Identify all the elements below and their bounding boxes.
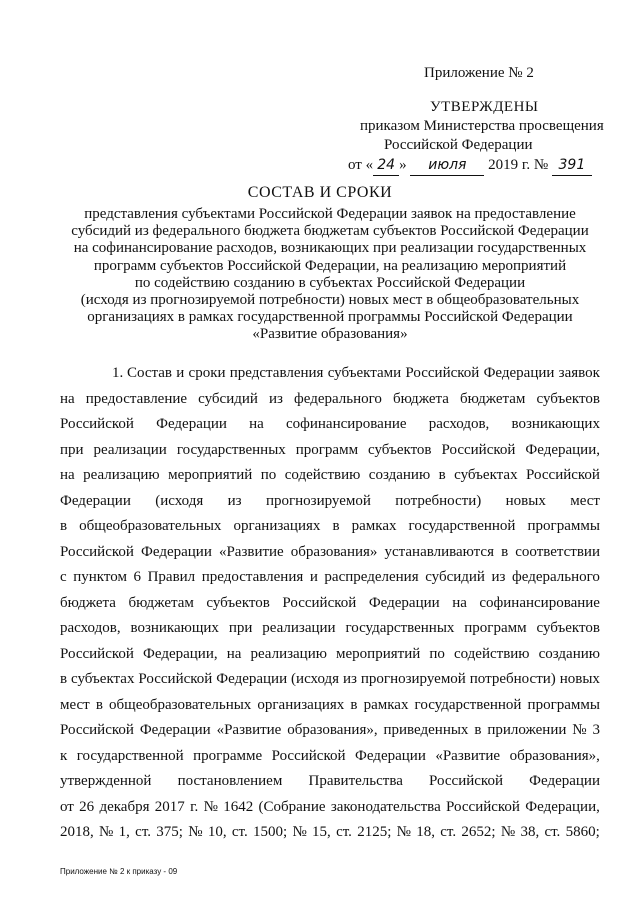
body-word: 1500;	[252, 824, 288, 840]
body-word: субсидий	[198, 390, 258, 407]
body-line	[60, 616, 600, 642]
body-word: софинансирование	[285, 416, 407, 432]
body-word: (Собрание	[258, 798, 326, 815]
body-line	[60, 769, 600, 795]
document-title: СОСТАВ И СРОКИ	[247, 184, 393, 201]
body-word: Российской	[271, 747, 346, 764]
body-word: рамках	[363, 696, 409, 713]
body-word: в	[350, 696, 358, 713]
body-word: на	[226, 645, 242, 662]
body-word: в	[501, 543, 509, 560]
body-word: из	[491, 569, 506, 585]
body-line	[60, 412, 600, 438]
body-word: Российской	[60, 416, 134, 432]
body-word: 3	[592, 722, 600, 738]
body-word: по	[429, 645, 445, 662]
body-word: образования»,	[509, 747, 600, 764]
body-word: 2017	[154, 798, 185, 815]
date-mid: »	[399, 157, 407, 173]
body-line	[60, 565, 600, 591]
body-word: 10,	[207, 824, 227, 840]
body-word: из	[343, 671, 357, 687]
body-word: Российской	[138, 671, 213, 687]
body-word: 5860;	[565, 824, 600, 840]
body-word: федерального	[512, 569, 600, 585]
body-word: программе	[193, 747, 263, 764]
body-word: №	[292, 824, 307, 840]
body-word: из	[268, 390, 283, 407]
body-word: субъектами	[327, 365, 402, 381]
body-word: в	[474, 722, 482, 738]
body-word: прогнозируемой	[360, 671, 466, 687]
body-word: и	[176, 365, 185, 381]
body-word: расходов,	[428, 416, 490, 432]
body-word: ст.	[336, 824, 352, 840]
body-word: государственной	[408, 518, 516, 534]
body-word: мероприятий	[168, 467, 253, 483]
body-word: Федерации	[60, 492, 131, 509]
body-word: «Развитие	[216, 722, 282, 738]
body-word: Правил	[147, 569, 196, 585]
body-word: 15,	[312, 824, 331, 840]
body-word: софинансирование	[479, 594, 600, 611]
body-word: организациях	[233, 518, 321, 534]
body-word: потребности)	[395, 492, 482, 509]
body-word: при	[60, 441, 84, 458]
body-word: программы	[527, 518, 600, 534]
body-word: представления	[229, 365, 324, 381]
subtitle-line: по содействию созданию в субъектах Российской Федерации	[134, 274, 526, 291]
body-word: 2018,	[60, 824, 94, 840]
body-word: бюджета	[392, 390, 449, 407]
body-line	[60, 667, 600, 693]
body-word: №	[99, 824, 114, 840]
subtitle-line: на софинансирование расходов, возникающих при реализации государственных	[73, 240, 587, 257]
body-word: субъектов	[368, 441, 432, 458]
body-word: (исходя	[155, 492, 204, 509]
body-word: 38,	[520, 824, 540, 840]
body-line	[60, 540, 600, 566]
body-word: на	[60, 467, 75, 483]
body-word: рамках	[351, 518, 397, 534]
body-word: в	[438, 467, 446, 483]
body-word: мест	[60, 696, 90, 713]
body-word: ст.	[544, 824, 561, 840]
handwritten-day: 24	[373, 156, 399, 176]
body-word: «Развитие	[435, 747, 501, 764]
body-word: Российской	[429, 773, 503, 789]
body-word: на	[452, 594, 467, 611]
body-word: Российской	[60, 543, 134, 560]
approved-label: УТВЕРЖДЕНЫ	[430, 99, 539, 115]
body-word: №	[396, 824, 411, 840]
body-word: 1642	[223, 798, 254, 815]
subtitle-line: программ субъектов Российской Федерации, на реализацию мероприятий	[93, 257, 567, 274]
body-word: 2652;	[461, 824, 496, 840]
body-word: реализации	[93, 441, 167, 458]
body-word: Российской	[405, 365, 480, 381]
body-word: в	[332, 518, 340, 534]
body-line	[60, 463, 600, 489]
body-line	[60, 514, 600, 540]
body-word: 1,	[118, 824, 130, 840]
body-word: (исходя	[291, 671, 340, 687]
order-date-line	[348, 156, 592, 176]
body-word: на	[60, 390, 75, 407]
body-word: созданию	[368, 467, 431, 483]
body-word: ст.	[135, 824, 151, 840]
body-word: Федерации	[141, 543, 212, 560]
body-word: Федерации	[216, 671, 288, 687]
body-word: с	[60, 569, 67, 585]
body-word: расходов,	[60, 620, 121, 636]
body-word: Федерации	[529, 773, 600, 789]
body-word: при	[228, 620, 253, 636]
body-line	[60, 489, 600, 515]
body-word: возникающих	[130, 620, 219, 636]
order-issuer-line1: приказом Министерства просвещения	[360, 118, 604, 134]
handwritten-order-number: 391	[552, 156, 592, 176]
body-word: в	[60, 671, 68, 687]
body-line	[60, 361, 600, 387]
body-word: содействию	[453, 645, 530, 662]
body-word: программ	[295, 441, 359, 458]
body-word: 18,	[416, 824, 435, 840]
body-line	[60, 795, 600, 821]
body-word: организациях	[257, 696, 345, 713]
body-word: пунктом	[73, 569, 127, 585]
body-word: Федерации,	[525, 798, 600, 815]
body-word: заявок	[558, 365, 600, 381]
body-word: общеобразовательных	[109, 696, 252, 713]
body-word: прогнозируемой	[265, 492, 371, 509]
body-word: субъектов	[536, 620, 600, 636]
body-word: Российской	[60, 722, 134, 738]
subtitle-line: организациях в рамках государственной программы Российской Федерации	[87, 309, 573, 326]
body-word: Российской	[60, 645, 134, 662]
body-word: субъектов	[536, 390, 600, 407]
body-word: №	[188, 824, 203, 840]
body-word: Федерации,	[143, 645, 218, 662]
body-line	[60, 438, 600, 464]
body-word: Федерации	[139, 722, 211, 738]
body-word: государственной	[76, 747, 184, 764]
body-word: Российской	[526, 467, 600, 483]
body-word: субъектах	[454, 467, 518, 483]
body-word: из	[227, 492, 242, 509]
body-word: реализации	[262, 620, 336, 636]
body-word: мероприятий	[336, 645, 421, 662]
body-word: государственных	[176, 441, 286, 458]
body-word: федерального	[294, 390, 382, 407]
body-word: Федерации	[368, 594, 440, 611]
page-footer: Приложение № 2 к приказу - 09	[60, 867, 178, 876]
body-word: Российской	[441, 441, 516, 458]
body-word: декабря	[99, 798, 150, 815]
body-word: «Развитие	[218, 543, 284, 560]
handwritten-month: июля	[410, 156, 484, 176]
body-word: образования»,	[287, 722, 378, 738]
body-word: на	[249, 416, 264, 432]
body-line	[60, 693, 600, 719]
body-word: 6	[133, 569, 142, 585]
subtitle-line: субсидий из федерального бюджета бюджетам субъектов Российской Федерации	[71, 223, 589, 240]
body-word: приведенных	[383, 722, 469, 738]
body-word: по	[260, 467, 277, 483]
body-word: Федерации	[355, 747, 426, 764]
body-word: №	[203, 798, 218, 815]
body-word: Федерации,	[525, 441, 600, 458]
body-word: потребности)	[469, 671, 556, 687]
body-line	[60, 591, 600, 617]
body-word: г.	[190, 798, 199, 815]
body-word: 2125;	[357, 824, 392, 840]
body-word: Правительства	[308, 773, 403, 789]
body-word: №	[500, 824, 516, 840]
date-prefix: от «	[348, 157, 374, 173]
document-subtitle	[40, 206, 620, 344]
body-word: субъектах	[71, 671, 135, 687]
body-word: к	[60, 747, 68, 764]
body-word: №	[572, 722, 587, 738]
body-word: образования»	[290, 543, 378, 560]
body-word: новых	[559, 671, 600, 687]
body-word: Федерации	[483, 365, 555, 381]
body-word: бюджетам	[460, 390, 526, 407]
body-word: предоставления	[201, 569, 304, 585]
body-word: устанавливаются	[384, 543, 494, 560]
body-word: бюджетам	[128, 594, 194, 611]
body-word: утвержденной	[60, 773, 152, 789]
body-word: возникающих	[511, 416, 600, 432]
body-word: содействию	[284, 467, 361, 483]
body-word: ст.	[231, 824, 248, 840]
body-word: постановлением	[177, 773, 283, 789]
body-word: субъектов	[206, 594, 270, 611]
body-word: мест	[570, 492, 600, 509]
body-word: Российской	[446, 798, 520, 815]
subtitle-line: (исходя из прогнозируемой потребности) новых мест в общеобразовательных	[80, 292, 580, 309]
body-word: 26	[79, 798, 95, 815]
date-year: 2019 г. №	[488, 157, 549, 173]
body-word: Российской	[282, 594, 357, 611]
body-line	[60, 820, 600, 846]
body-word: созданию	[538, 645, 600, 662]
body-line	[60, 642, 600, 668]
body-line	[60, 718, 600, 744]
subtitle-line: «Развитие образования»	[252, 326, 408, 343]
body-word: Федерации	[156, 416, 227, 432]
subtitle-line: представления субъектами Российской Федерации заявок на предоставление	[84, 206, 576, 222]
body-word: государственной	[414, 696, 522, 713]
body-word: сроки	[188, 365, 226, 381]
body-word: 375;	[156, 824, 183, 840]
body-word: государственных	[345, 620, 455, 636]
body-line	[60, 744, 600, 770]
body-word: и	[309, 569, 318, 585]
body-word: реализацию	[83, 467, 160, 483]
body-word: соответствии	[515, 543, 600, 560]
order-issuer-line2: Российской Федерации	[384, 137, 533, 153]
body-word: общеобразовательных	[79, 518, 222, 534]
body-word: 1. Состав	[112, 365, 173, 381]
body-word: предоставление	[85, 390, 188, 407]
body-word: новых	[505, 492, 546, 509]
body-word: от	[60, 798, 74, 815]
body-word: субсидий	[425, 569, 485, 585]
appendix-label: Приложение № 2	[424, 65, 534, 81]
body-word: законодательства	[330, 798, 441, 815]
body-word: программ	[464, 620, 527, 636]
body-word: бюджета	[60, 594, 116, 611]
body-word: в	[60, 518, 68, 534]
body-word: ст.	[440, 824, 457, 840]
body-paragraph	[60, 361, 600, 846]
body-word: программы	[527, 696, 600, 713]
body-word: реализацию	[250, 645, 327, 662]
body-word: в	[95, 696, 103, 713]
body-line	[60, 387, 600, 413]
body-word: приложении	[487, 722, 567, 738]
body-word: распределения	[324, 569, 419, 585]
